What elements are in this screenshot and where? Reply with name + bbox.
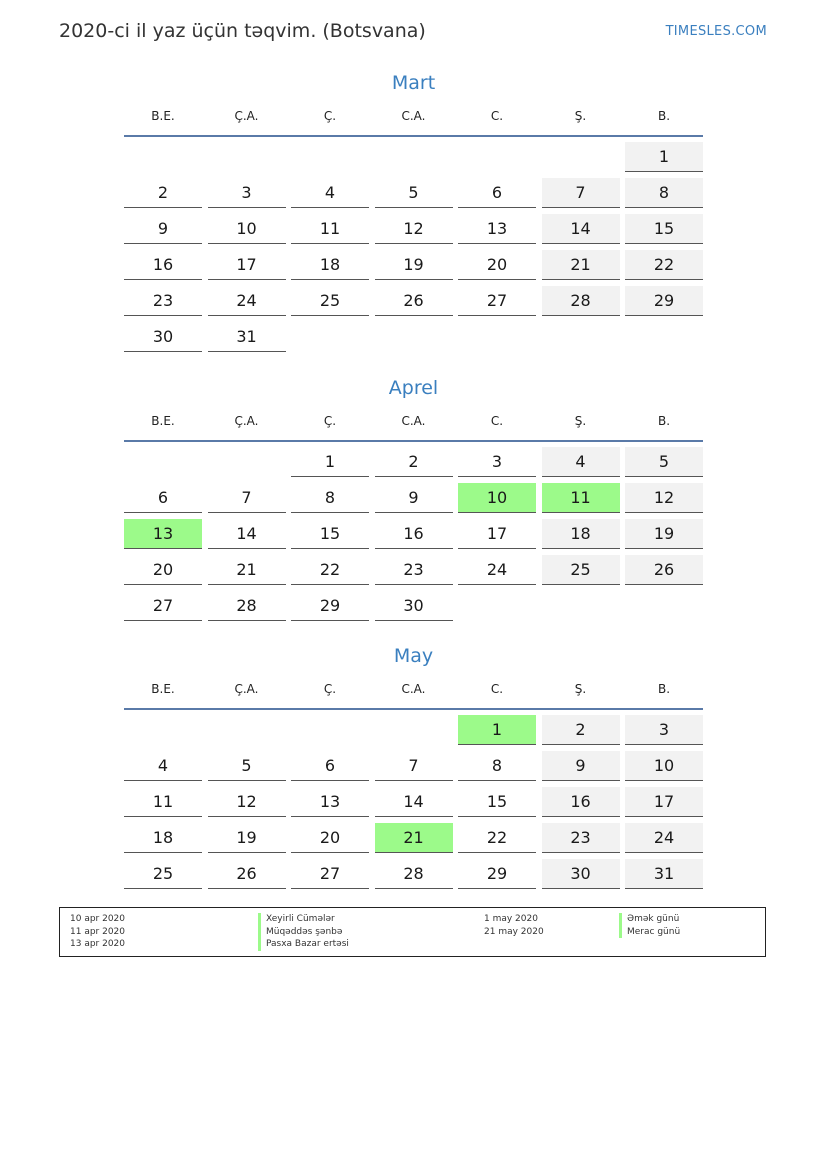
weekday-label: C.A.: [401, 109, 426, 123]
weekday-header: [124, 410, 703, 442]
weekday-label: C.: [490, 414, 504, 428]
legend-date: 21 may 2020: [484, 926, 544, 937]
day-cell: 25: [542, 555, 620, 585]
day-cell: 28: [208, 591, 286, 621]
day-cell: 26: [375, 286, 453, 316]
day-cell: 24: [208, 286, 286, 316]
month-2: [124, 374, 703, 615]
day-cell: 15: [291, 519, 369, 549]
weekday-label: B.E.: [151, 682, 175, 696]
day-cell: 4: [291, 178, 369, 208]
day-cell: 23: [124, 286, 202, 316]
day-cell: 9: [542, 751, 620, 781]
weekday-label: Ç.A.: [234, 414, 259, 428]
day-cell: 6: [458, 178, 536, 208]
legend-date: 13 apr 2020: [70, 939, 126, 949]
day-cell: 18: [124, 823, 202, 853]
weekday-header: [124, 678, 703, 710]
day-cell: 22: [458, 823, 536, 853]
legend-holiday-name: Xeyirli Cümələr: [258, 913, 349, 926]
holiday-day-cell: 10: [458, 483, 536, 513]
holiday-day-cell: 21: [375, 823, 453, 853]
month-title: May: [393, 645, 434, 667]
day-cell: 1: [291, 447, 369, 477]
day-cell: 19: [375, 250, 453, 280]
weekday-label: Ş.: [574, 109, 587, 123]
day-cell: 16: [542, 787, 620, 817]
day-cell: 11: [291, 214, 369, 244]
day-cell: 26: [208, 859, 286, 889]
day-cell: 22: [291, 555, 369, 585]
day-cell: 29: [625, 286, 703, 316]
day-cell: 29: [291, 591, 369, 621]
month-title: Aprel: [388, 377, 439, 399]
day-cell: 22: [625, 250, 703, 280]
day-cell: 30: [542, 859, 620, 889]
day-cell: 27: [458, 286, 536, 316]
day-cell: 4: [124, 751, 202, 781]
month-title: Mart: [391, 72, 436, 94]
day-cell: 5: [625, 447, 703, 477]
day-cell: 28: [375, 859, 453, 889]
day-cell: 17: [208, 250, 286, 280]
weekday-label: C.A.: [401, 414, 426, 428]
weekday-label: B.: [657, 109, 671, 123]
day-cell: 31: [208, 322, 286, 352]
day-cell: 9: [375, 483, 453, 513]
weekday-label: B.: [657, 414, 671, 428]
day-cell: 12: [208, 787, 286, 817]
legend-date: 1 may 2020: [484, 914, 538, 924]
day-cell: 7: [542, 178, 620, 208]
weekday-label: C.: [490, 682, 504, 696]
day-cell: 7: [375, 751, 453, 781]
day-cell: 17: [458, 519, 536, 549]
weekday-label: Ş.: [574, 682, 587, 696]
day-cell: 9: [124, 214, 202, 244]
day-cell: 31: [625, 859, 703, 889]
page-title: 2020-ci il yaz üçün təqvim. (Botsvana): [59, 20, 426, 42]
day-cell: 8: [458, 751, 536, 781]
day-cell: 23: [375, 555, 453, 585]
legend-date: 10 apr 2020: [70, 914, 126, 924]
day-cell: 10: [208, 214, 286, 244]
day-cell: 6: [124, 483, 202, 513]
day-cell: 14: [542, 214, 620, 244]
day-cell: 11: [124, 787, 202, 817]
day-cell: 21: [208, 555, 286, 585]
day-cell: 13: [291, 787, 369, 817]
legend-date: 11 apr 2020: [70, 926, 126, 937]
day-cell: 12: [625, 483, 703, 513]
day-cell: 3: [625, 715, 703, 745]
day-cell: 20: [291, 823, 369, 853]
day-cell: 12: [375, 214, 453, 244]
day-cell: 14: [375, 787, 453, 817]
day-cell: 15: [458, 787, 536, 817]
day-cell: 4: [542, 447, 620, 477]
day-cell: 24: [625, 823, 703, 853]
day-cell: 19: [208, 823, 286, 853]
day-cell: 20: [458, 250, 536, 280]
weekday-label: B.E.: [151, 414, 175, 428]
holiday-day-cell: 1: [458, 715, 536, 745]
legend-dates-right: [484, 913, 544, 938]
day-cell: 24: [458, 555, 536, 585]
month-3: [124, 642, 703, 883]
day-cell: 28: [542, 286, 620, 316]
day-cell: 23: [542, 823, 620, 853]
weekday-label: Ç.: [323, 109, 337, 123]
day-cell: 3: [458, 447, 536, 477]
legend-holiday-name: Əmək günü: [619, 913, 680, 926]
site-link[interactable]: TIMESLES.COM: [665, 24, 767, 39]
day-cell: 25: [291, 286, 369, 316]
legend-holiday-name: Müqəddəs şənbə: [258, 926, 349, 939]
day-cell: 27: [124, 591, 202, 621]
weekday-label: Ç.A.: [234, 109, 259, 123]
weekday-label: C.: [490, 109, 504, 123]
weekday-label: Ş.: [574, 414, 587, 428]
day-cell: 2: [375, 447, 453, 477]
day-cell: 21: [542, 250, 620, 280]
day-cell: 5: [208, 751, 286, 781]
day-cell: 19: [625, 519, 703, 549]
day-cell: 30: [124, 322, 202, 352]
weekday-label: C.A.: [401, 682, 426, 696]
day-cell: 7: [208, 483, 286, 513]
day-cell: 18: [542, 519, 620, 549]
legend-holiday-name: Merac günü: [619, 926, 680, 939]
legend-holiday-name: Pasxa Bazar ertəsi: [258, 938, 349, 951]
day-cell: 2: [542, 715, 620, 745]
day-cell: 3: [208, 178, 286, 208]
legend-dates-left: [70, 913, 125, 951]
day-cell: 2: [124, 178, 202, 208]
day-cell: 8: [291, 483, 369, 513]
day-cell: 13: [458, 214, 536, 244]
day-cell: 30: [375, 591, 453, 621]
day-cell: 8: [625, 178, 703, 208]
weekday-header: [124, 105, 703, 137]
weekday-label: Ç.: [323, 414, 337, 428]
day-cell: 15: [625, 214, 703, 244]
day-cell: 6: [291, 751, 369, 781]
month-1: [124, 69, 703, 346]
day-cell: 29: [458, 859, 536, 889]
holiday-legend: [59, 907, 766, 957]
day-cell: 25: [124, 859, 202, 889]
day-cell: 27: [291, 859, 369, 889]
day-cell: 26: [625, 555, 703, 585]
holiday-day-cell: 11: [542, 483, 620, 513]
day-cell: 16: [375, 519, 453, 549]
day-cell: 17: [625, 787, 703, 817]
day-cell: 20: [124, 555, 202, 585]
legend-names-left: [258, 913, 349, 951]
weekday-label: B.E.: [151, 109, 175, 123]
day-cell: 18: [291, 250, 369, 280]
day-cell: 1: [625, 142, 703, 172]
legend-names-right: [619, 913, 680, 938]
holiday-day-cell: 13: [124, 519, 202, 549]
weekday-label: Ç.: [323, 682, 337, 696]
weekday-label: Ç.A.: [234, 682, 259, 696]
day-cell: 5: [375, 178, 453, 208]
day-cell: 16: [124, 250, 202, 280]
day-cell: 10: [625, 751, 703, 781]
day-cell: 14: [208, 519, 286, 549]
weekday-label: B.: [657, 682, 671, 696]
